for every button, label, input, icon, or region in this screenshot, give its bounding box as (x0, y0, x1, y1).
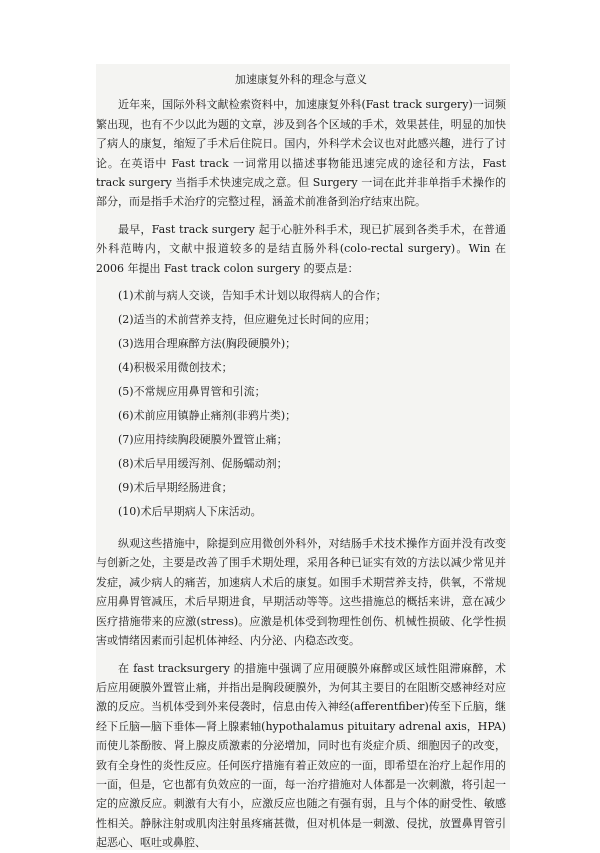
paragraph-epidural: 在 fast tracksurgery 的措施中强调了应用硬膜外麻醉或区域性阻滞麻醉，术后应用硬膜外置管止痛，并指出是胸段硬膜外，为何其主要目的在阻断交感神经对应激的反应。当机体受到外来侵袭时，信息由传入神经(afferentfiber)传至下丘脑，继经下丘脑—脑下垂体—肾上腺素轴(hypothalamus pituitary adrenal axis，HPA)而使儿茶酚胺、肾上腺皮质激素的分泌增加，同时也有炎症介质、细胞因子的改变，致有全身性的炎性反应。任何医疗措施有着正效应的一面，即希望在治疗上起作用的一面，但是，它也都有负效应的一面，每一治疗措施对人体都是一次刺激，将引起一定的应激反应。刺激有大有小，应激反应也随之有强有弱，且与个体的耐受性、敏感性相关。静脉注射或肌肉注射虽疼痛甚微，但对机体是一刺激、侵扰，放置鼻胃管引起恶心、呕吐或鼻腔、 (96, 661, 506, 850)
paragraph-gap (96, 212, 506, 220)
paragraph-origin: 最早，Fast track surgery 起于心脏外科手术，现已扩展到各类手术，在普通外科范畴内，文献中报道较多的是结直肠外科(colo-rectal surgery)。Win 在 2006 年提出 Fast track colon surgery 的要点是： (96, 222, 506, 275)
key-points-list (96, 286, 506, 526)
list-item: (1)术前与病人交谈，告知手术计划以取得病人的合作； (118, 289, 387, 303)
list-item: (9)术后早期经肠进食； (118, 481, 233, 495)
list-item: (8)术后早用缓泻剂、促肠蠕动剂； (118, 457, 288, 471)
paragraph-gap (96, 278, 506, 286)
paragraph-intro: 近年来，国际外科文献检索资料中，加速康复外科(Fast track surgery)一词频繁出现，也有不少以此为题的文章，涉及到各个区域的手术，效果甚佳，明显的加快了病人的康复，缩短了手术后住院日。国内，外科学术会议也对此感兴趣，进行了讨论。在英语中 Fast track 一词常用以描述事物能迅速完成的途径和方法，Fast track surgery 当指手术快速完成之意。但 Surgery 一词在此并非单指手术操作的部分，而是指手术治疗的完整过程，涵盖术前准备到治疗结束出院。 (96, 98, 506, 209)
list-item: (10)术后早期病人下床活动。 (118, 505, 262, 519)
list-item: (2)适当的术前营养支持，但应避免过长时间的应用； (118, 313, 376, 327)
paragraph-gap (96, 526, 506, 534)
document-body (96, 70, 506, 853)
list-item: (6)术前应用镇静止痛剂(非鸦片类)； (118, 409, 297, 423)
list-item: (5)不常规应用鼻胃管和引流； (118, 385, 266, 399)
list-item: (3)选用合理麻醉方法(胸段硬膜外)； (118, 337, 297, 351)
document-title: 加速康复外科的理念与意义 (235, 73, 367, 86)
paragraph-measures: 纵观这些措施中，除提到应用微创外科外，对结肠手术技术操作方面并没有改变与创新之处，主要是改善了围手术期处理，采用各种已证实有效的方法以减少常见并发症，减少病人的痛苦，加速病人术后的康复。如围手术期营养支持，供氧，不常规应用鼻胃管减压，术后早期进食，早期活动等等。这些措施总的概括来讲，意在减少医疗措施带来的应激(stress)。应激是机体受到物理性创伤、机械性损破、化学性损害或情绪因素而引起机体神经、内分泌、内稳态改变。 (96, 537, 506, 648)
paragraph-gap (96, 651, 506, 659)
list-item: (4)积极采用微创技术； (118, 361, 233, 375)
list-item: (7)应用持续胸段硬膜外置管止痛； (118, 433, 288, 447)
